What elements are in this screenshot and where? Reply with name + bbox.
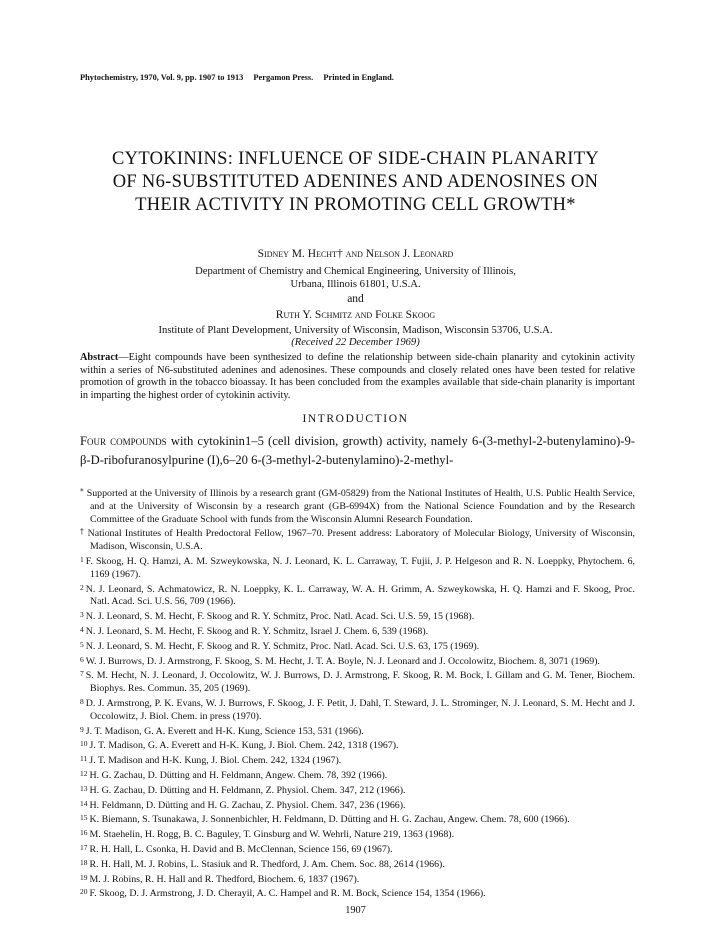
abstract-label: Abstract [80,352,119,363]
reference-item [80,753,635,768]
reference-item [80,886,635,901]
running-head [80,73,394,82]
publisher: Pergamon Press. [253,73,314,82]
reference-text: J. T. Madison, G. A. Everett and H-K. Kung, J. Biol. Chem. 242, 1318 (1967). [89,740,399,752]
reference-item [80,609,635,624]
reference-number: 1 [80,554,84,564]
footnote-mark: † [80,527,85,537]
reference-text: N. J. Leonard, S. Achmatowicz, R. N. Loeppky, K. L. Carraway, W. A. H. Grimm, A. Szweykowska, H. Q. Hamzi and F. Skoog, Proc. Natl. Acad. Sci. U.S. 56, 709 (1966). [85,583,635,608]
reference-item [80,624,635,639]
reference-number: 10 [80,739,88,749]
reference-number: 16 [80,828,88,838]
reference-text: J. T. Madison, G. A. Everett and H-K. Kung, Science 153, 531 (1966). [85,725,364,737]
reference-number: 12 [80,768,88,778]
reference-number: 13 [80,783,88,793]
affiliation-illinois-line2: Urbana, Illinois 61801, U.S.A. [290,279,421,290]
reference-item [80,768,635,783]
reference-number: 7 [80,669,84,679]
reference-item [80,654,635,669]
reference-item [80,872,635,887]
abstract-text: —Eight compounds have been synthesized to define the relationship between side-chain planarity and cytokinin activity within a series of N6-substituted adenines and adenosines. These compounds and closely related ones have been tested for relative promotion of growth in the tobacco bioassay. It has been concluded from the examples available that side-chain planarity is important in imparting the highest order of cytokinin activity. [80,352,635,402]
reference-text: R. H. Hall, L. Csonka, H. David and B. McClennan, Science 156, 69 (1967). [89,843,393,855]
reference-text: H. G. Zachau, D. Dütting and H. Feldmann, Z. Physiol. Chem. 347, 212 (1966). [89,784,406,796]
section-heading-introduction: INTRODUCTION [302,413,409,425]
footnote-text: Supported at the University of Illinois by a research grant (GM-05829) from the National Institutes of Health, U.S. Public Health Service, and at the University of Wisconsin by a research grant (GB-6994X) from the National Science Foundation and by the Research Committee of the Graduate School with funds from the Wisconsin Alumni Research Foundation. [86,488,635,525]
reference-number: 6 [80,654,84,664]
reference-item [80,783,635,798]
reference-text: K. Biemann, S. Tsunakawa, J. Sonnenbichler, H. Feldmann, D. Dütting and H. G. Zachau, Angew. Chem. 78, 600 (1966). [89,814,570,826]
reference-text: N. J. Leonard, S. M. Hecht, F. Skoog and R. Y. Schmitz, Proc. Natl. Acad. Sci. U.S. 59, 15 (1968). [85,611,475,623]
authors-first: Sidney M. Hecht† and Nelson J. Leonard [257,248,454,260]
reference-number: 3 [80,610,84,620]
affiliation-wisconsin: Institute of Plant Development, University of Wisconsin, Madison, Wisconsin 53706, U.S.A. [158,325,553,336]
reference-number: 18 [80,857,88,867]
reference-text: H. G. Zachau, D. Dütting and H. Feldmann, Angew. Chem. 78, 392 (1966). [89,769,388,781]
reference-number: 14 [80,798,88,808]
reference-number: 9 [80,724,84,734]
reference-number: 5 [80,639,84,649]
reference-number: 4 [80,624,84,634]
title-line: CYTOKININS: INFLUENCE OF SIDE-CHAIN PLANARITY [112,149,599,169]
reference-text: J. T. Madison and H-K. Kung, J. Biol. Chem. 242, 1324 (1967). [89,755,342,767]
footnote-fellowship [80,526,635,554]
affiliation-illinois-line1: Department of Chemistry and Chemical Engineering, University of Illinois, [195,266,516,277]
reference-text: F. Skoog, H. Q. Hamzi, A. M. Szweykowska, N. J. Leonard, K. L. Carraway, T. Fujii, J. P. Helgeson and R. N. Loeppky, Phytochem. 6, 1169 (1967). [85,555,635,580]
received-date: (Received 22 December 1969) [291,337,420,348]
reference-item [80,582,635,610]
reference-number: 17 [80,842,88,852]
title-line: THEIR ACTIVITY IN PROMOTING CELL GROWTH* [135,195,576,215]
reference-item [80,696,635,724]
article-title [40,148,671,217]
reference-text: R. H. Hall, M. J. Robins, L. Stasiuk and R. Thedford, J. Am. Chem. Soc. 88, 2614 (1966). [89,858,445,870]
footnotes [80,486,635,901]
authors-second: Ruth Y. Schmitz and Folke Skoog [275,309,436,321]
author-group-separator: and [347,293,364,305]
reference-text: H. Feldmann, D. Dütting and H. G. Zachau, Z. Physiol. Chem. 347, 236 (1966). [89,799,406,811]
reference-number: 15 [80,813,88,823]
reference-text: D. J. Armstrong, P. K. Evans, W. J. Burrows, F. Skoog, J. F. Petit, J. Dahl, T. Steward, J. L. Strominger, N. J. Leonard, S. M. Hecht and J. Occolowitz, J. Biol. Chem. in press (1970). [85,697,635,722]
reference-text: S. M. Hecht, N. J. Leonard, J. Occolowitz, W. J. Burrows, D. J. Armstrong, F. Skoog, R. M. Bock, I. Gillam and G. M. Tener, Biochem. Biophys. Res. Commun. 35, 205 (1969). [85,670,635,695]
reference-number: 11 [80,754,88,764]
reference-item [80,639,635,654]
reference-item [80,554,635,582]
reference-item [80,857,635,872]
reference-text: W. J. Burrows, D. J. Armstrong, F. Skoog, S. M. Hecht, J. T. A. Boyle, N. J. Leonard and J. Occolowitz, Biochem. 8, 3071 (1969). [85,655,600,667]
reference-item [80,738,635,753]
reference-text: N. J. Leonard, S. M. Hecht, F. Skoog and R. Y. Schmitz, Proc. Natl. Acad. Sci. U.S. 63, 175 (1969). [85,640,480,652]
reference-number: 20 [80,887,88,897]
intro-lead-words: Four compounds [80,434,167,448]
reference-number: 8 [80,696,84,706]
reference-item [80,668,635,696]
reference-number: 19 [80,872,88,882]
footnote-funding [80,486,635,526]
footnote-mark: * [80,487,84,496]
reference-item [80,812,635,827]
reference-item [80,827,635,842]
footnote-text: National Institutes of Health Predoctoral Fellow, 1967–70. Present address: Laboratory of Molecular Biology, University of Wisconsin, Madison, Wisconsin, U.S.A. [87,528,635,553]
reference-text: F. Skoog, D. J. Armstrong, J. D. Cherayil, A. C. Hampel and R. M. Bock, Science 154, 1354 (1966). [89,888,486,900]
journal-citation: Phytochemistry, 1970, Vol. 9, pp. 1907 to 1913 [80,73,244,82]
intro-text: with cytokinin1–5 (cell division, growth) activity, namely 6-(3-methyl-2-butenylamino)-9-β-D-ribofuranosylpurine (I),6–20 6-(3-methyl-2-butenylamino)-2-methyl- [80,434,635,467]
reference-item [80,798,635,813]
abstract [80,352,635,403]
page-number: 1907 [345,905,366,916]
introduction-paragraph [80,432,635,469]
reference-text: M. J. Robins, R. H. Hall and R. Thedford, Biochem. 6, 1837 (1967). [89,873,360,885]
printed-in: Printed in England. [323,73,394,82]
reference-text: M. Staehelin, H. Rogg, B. C. Baguley, T. Ginsburg and W. Wehrli, Nature 219, 1363 (1968). [89,829,455,841]
reference-item [80,842,635,857]
reference-item [80,724,635,739]
reference-text: N. J. Leonard, S. M. Hecht, F. Skoog and R. Y. Schmitz, Israel J. Chem. 6, 539 (1968). [85,625,429,637]
title-line: OF N6-SUBSTITUTED ADENINES AND ADENOSINES ON [112,172,599,192]
reference-number: 2 [80,582,84,592]
